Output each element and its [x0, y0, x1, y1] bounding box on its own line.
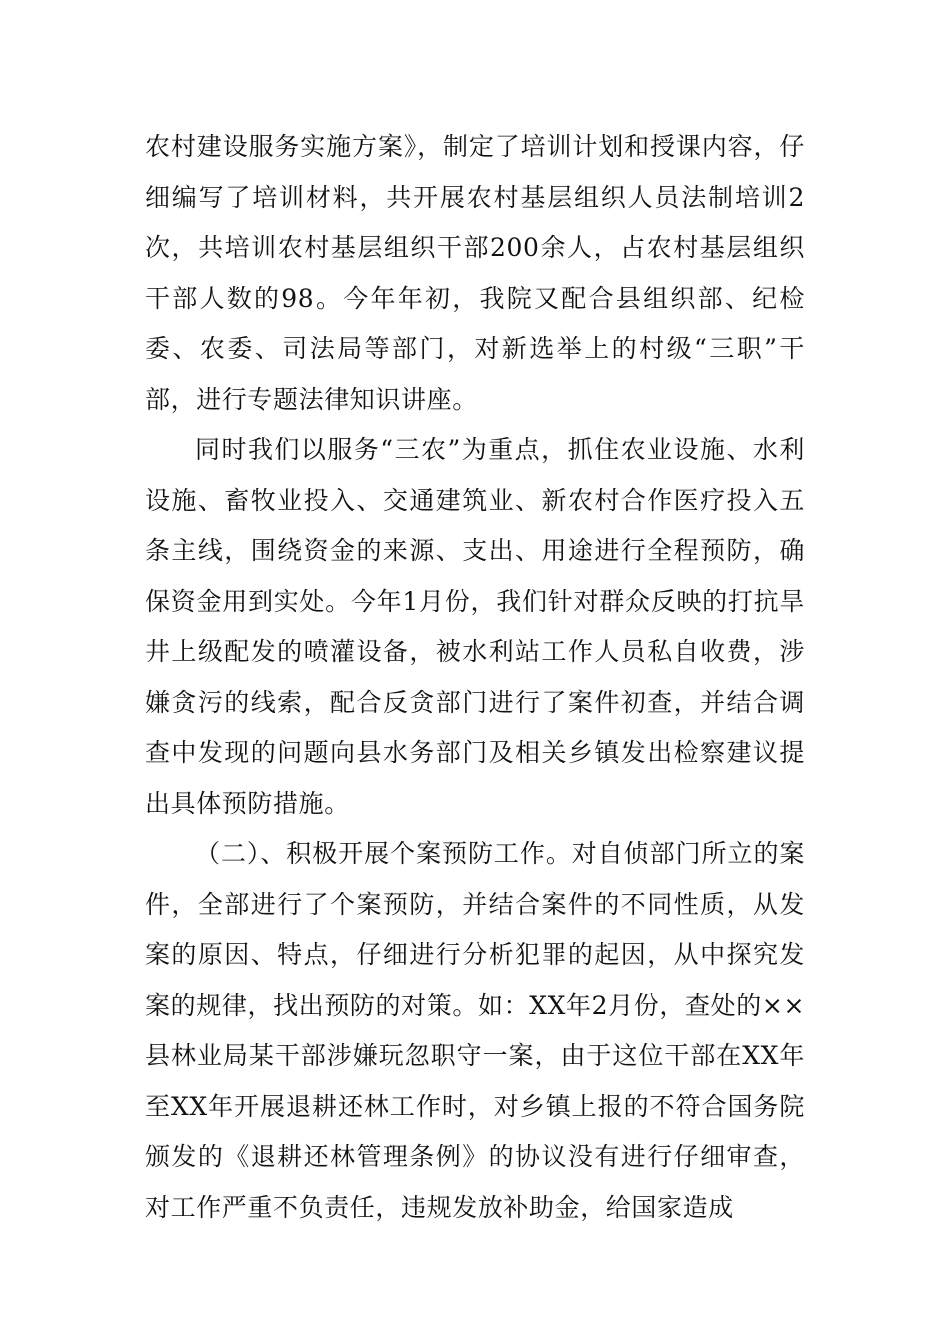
paragraph-three-rural: 同时我们以服务“三农”为重点，抓住农业设施、水利设施、畜牧业投入、交通建筑业、新农村合作医疗投入五条主线，围绕资金的来源、支出、用途进行全程预防，确保资金用到实处。今年1月份，我们针对群众反映的打抗旱井上级配发的喷灌设备，被水利站工作人员私自收费，涉嫌贪污的线索，配合反贪部门进行了案件初查，并结合调查中发现的问题向县水务部门及相关乡镇发出检察建议提出具体预防措施。 — [145, 435, 805, 818]
paragraph-case-prevention: （二）、积极开展个案预防工作。对自侦部门所立的案件，全部进行了个案预防，并结合案件的不同性质，从发案的原因、特点，仔细进行分析犯罪的起因，从中探究发案的规律，找出预防的对策。如：XX年2月份，查处的××县林业局某干部涉嫌玩忽职守一案，由于这位干部在XX年至XX年开展退耕还林工作时，对乡镇上报的不符合国务院颁发的《退耕还林管理条例》的协议没有进行仔细审查，对工作严重不负责任，违规发放补助金，给国家造成 — [145, 839, 805, 1222]
paragraph-training: 农村建设服务实施方案》，制定了培训计划和授课内容，仔细编写了培训材料，共开展农村基层组织人员法制培训2次，共培训农村基层组织干部200余人，占农村基层组织干部人数的98。今年年初，我院又配合县组织部、纪检委、农委、司法局等部门，对新选举上的村级“三职”干部，进行专题法律知识讲座。 — [145, 132, 805, 414]
document-body — [145, 122, 805, 1233]
